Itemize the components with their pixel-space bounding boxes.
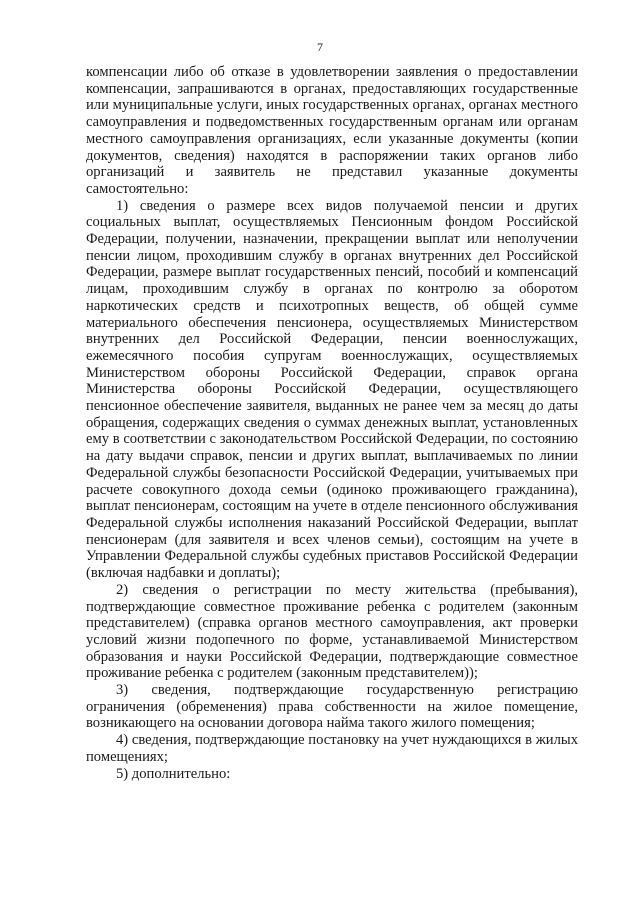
page-number: 7 xyxy=(317,40,323,54)
paragraph-intro-continuation: компенсации либо об отказе в удовлетворении заявления о предоставлении компенсации, запрашиваются в органах, предоставляющих государственные или муниципальные услуги, иных государственных органах, органах местного самоуправления и подведомственных государственным органам или органам местного самоуправления организациях, если указанные документы (копии документов, сведения) находятся в распоряжении таких органов либо организаций и заявитель не представил указанные документы самостоятельно: xyxy=(86,64,578,197)
paragraph-item-4: 4) сведения, подтверждающие постановку на учет нуждающихся в жилых помещениях; xyxy=(86,732,578,765)
paragraph-item-1: 1) сведения о размере всех видов получаемой пенсии и других социальных выплат, осуществляемых Пенсионным фондом Российской Федерации, получении, назначении, прекращении выплат или неполучении пенсии лицом, проходившим службу в органах внутренних дел Российской Федерации, размере выплат государственных пенсий, пособий и компенсаций лицам, проходившим службу в органах по контролю за оборотом наркотических средств и психотропных веществ, об общей сумме материального обеспечения пенсионера, осуществляемых Министерством внутренних дел Российской Федерации, пенсии военнослужащих, ежемесячного пособия супругам военнослужащих, осуществляемых Министерством обороны Российской Федерации, справок органа Министерства обороны Российской Федерации, осуществляющего пенсионное обеспечение заявителя, выданных не ранее чем за месяц до даты обращения, содержащих сведения о суммах денежных выплат, установленных ему в соответствии с законодательством Российской Федерации, по состоянию на дату выдачи справок, пенсии и других выплат, выплачиваемых по линии Федеральной службы безопасности Российской Федерации, учитываемых при расчете совокупного дохода семьи (одиноко проживающего гражданина), выплат пенсионерам, состоящим на учете в отделе пенсионного обслуживания Федеральной службы исполнения наказаний Российской Федерации, выплат пенсионерам (для заявителя и всех членов семьи), состоящим на учете в Управлении Федеральной службы судебных приставов Российской Федерации (включая надбавки и доплаты); xyxy=(86,197,578,582)
document-body xyxy=(86,64,578,782)
paragraph-item-5: 5) дополнительно: xyxy=(116,765,231,782)
paragraph-item-3: 3) сведения, подтверждающие государственную регистрацию ограничения (обременения) права собственности на жилое помещение, возникающего на основании договора найма такого жилого помещения; xyxy=(86,682,578,732)
paragraph-item-2: 2) сведения о регистрации по месту жительства (пребывания), подтверждающие совместное проживание ребенка с родителем (законным представителем) (справка органов местного самоуправления, акт проверки условий жизни подопечного по форме, устанавливаемой Министерством образования и науки Российской Федерации, подтверждающие совместное проживание ребенка с родителем (законным представителем)); xyxy=(86,581,578,682)
